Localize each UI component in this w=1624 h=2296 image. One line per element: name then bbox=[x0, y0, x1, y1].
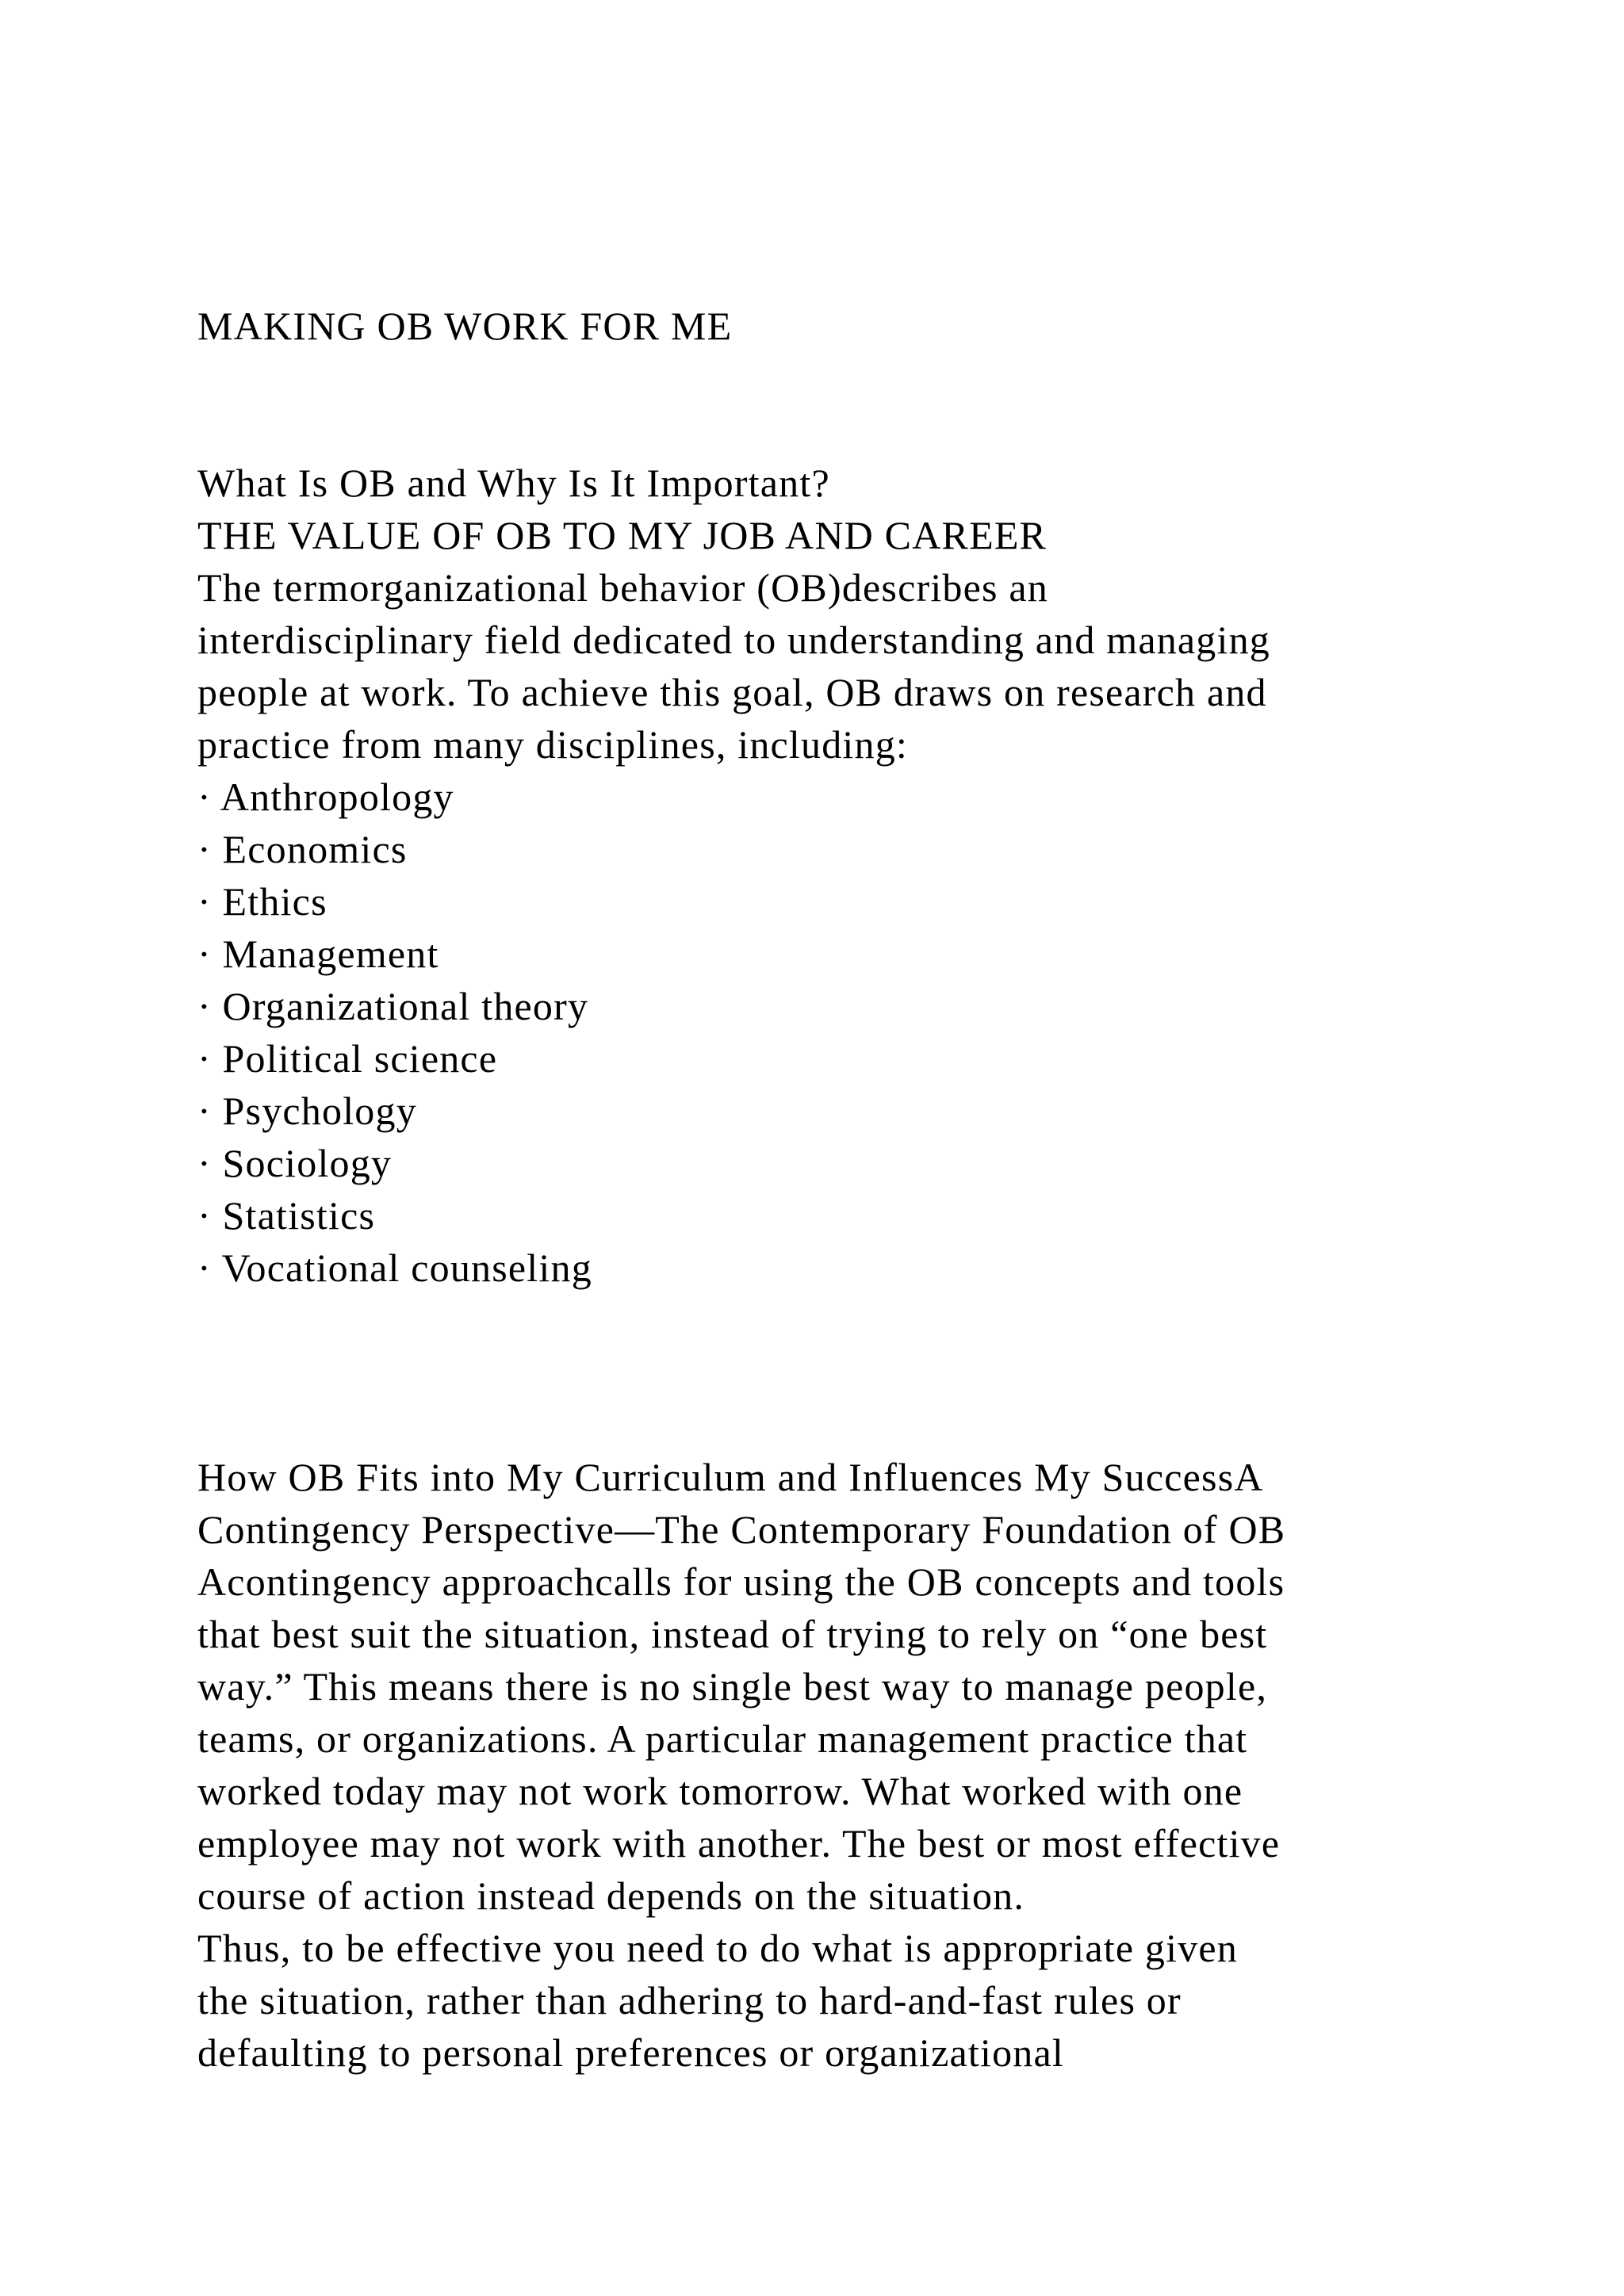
paragraph-line: The termorganizational behavior (OB)describes an bbox=[197, 565, 1048, 610]
list-item: · Economics bbox=[197, 827, 408, 871]
section-what-is-ob bbox=[197, 457, 1545, 1294]
list-item: · Psychology bbox=[197, 1089, 417, 1133]
paragraph-line: practice from many disciplines, including: bbox=[197, 722, 909, 767]
list-item: · Vocational counseling bbox=[197, 1246, 592, 1290]
section-line: Thus, to be effective you need to do what is appropriate given bbox=[197, 1926, 1238, 1970]
section-line: defaulting to personal preferences or organizational bbox=[197, 2030, 1064, 2075]
list-item: · Ethics bbox=[197, 879, 327, 924]
section-heading: What Is OB and Why Is It Important? bbox=[197, 461, 830, 505]
list-item: · Management bbox=[197, 932, 439, 976]
intro-paragraph bbox=[197, 561, 1545, 771]
section-line: course of action instead depends on the situation. bbox=[197, 1873, 1025, 1918]
section-line: worked today may not work tomorrow. What worked with one bbox=[197, 1769, 1243, 1813]
section-line: employee may not work with another. The best or most effective bbox=[197, 1821, 1281, 1866]
section-line: the situation, rather than adhering to hard-and-fast rules or bbox=[197, 1978, 1182, 2022]
paragraph-line: people at work. To achieve this goal, OB draws on research and bbox=[197, 670, 1267, 714]
section-subheading: THE VALUE OF OB TO MY JOB AND CAREER bbox=[197, 513, 1048, 557]
section-spacer bbox=[197, 1294, 1545, 1451]
list-item: · Sociology bbox=[197, 1141, 393, 1185]
disciplines-list bbox=[197, 771, 1545, 1294]
paragraph-line: interdisciplinary field dedicated to understanding and managing bbox=[197, 618, 1270, 662]
section-line: Contingency Perspective—The Contemporary Foundation of OB bbox=[197, 1507, 1286, 1552]
list-item: · Anthropology bbox=[197, 775, 454, 819]
list-item: · Organizational theory bbox=[197, 984, 589, 1028]
section-line: teams, or organizations. A particular management practice that bbox=[197, 1716, 1248, 1761]
list-item: · Political science bbox=[197, 1036, 498, 1081]
document-page bbox=[197, 300, 1545, 2079]
section-line: Acontingency approachcalls for using the OB concepts and tools bbox=[197, 1559, 1285, 1604]
section-contingency bbox=[197, 1451, 1545, 2079]
section-line: How OB Fits into My Curriculum and Influences My SuccessA bbox=[197, 1455, 1264, 1499]
section-line: way.” This means there is no single best way to manage people, bbox=[197, 1664, 1268, 1709]
document-title: MAKING OB WORK FOR ME bbox=[197, 304, 733, 348]
title-block bbox=[197, 300, 1545, 352]
section-line: that best suit the situation, instead of trying to rely on “one best bbox=[197, 1612, 1268, 1656]
list-item: · Statistics bbox=[197, 1193, 376, 1238]
